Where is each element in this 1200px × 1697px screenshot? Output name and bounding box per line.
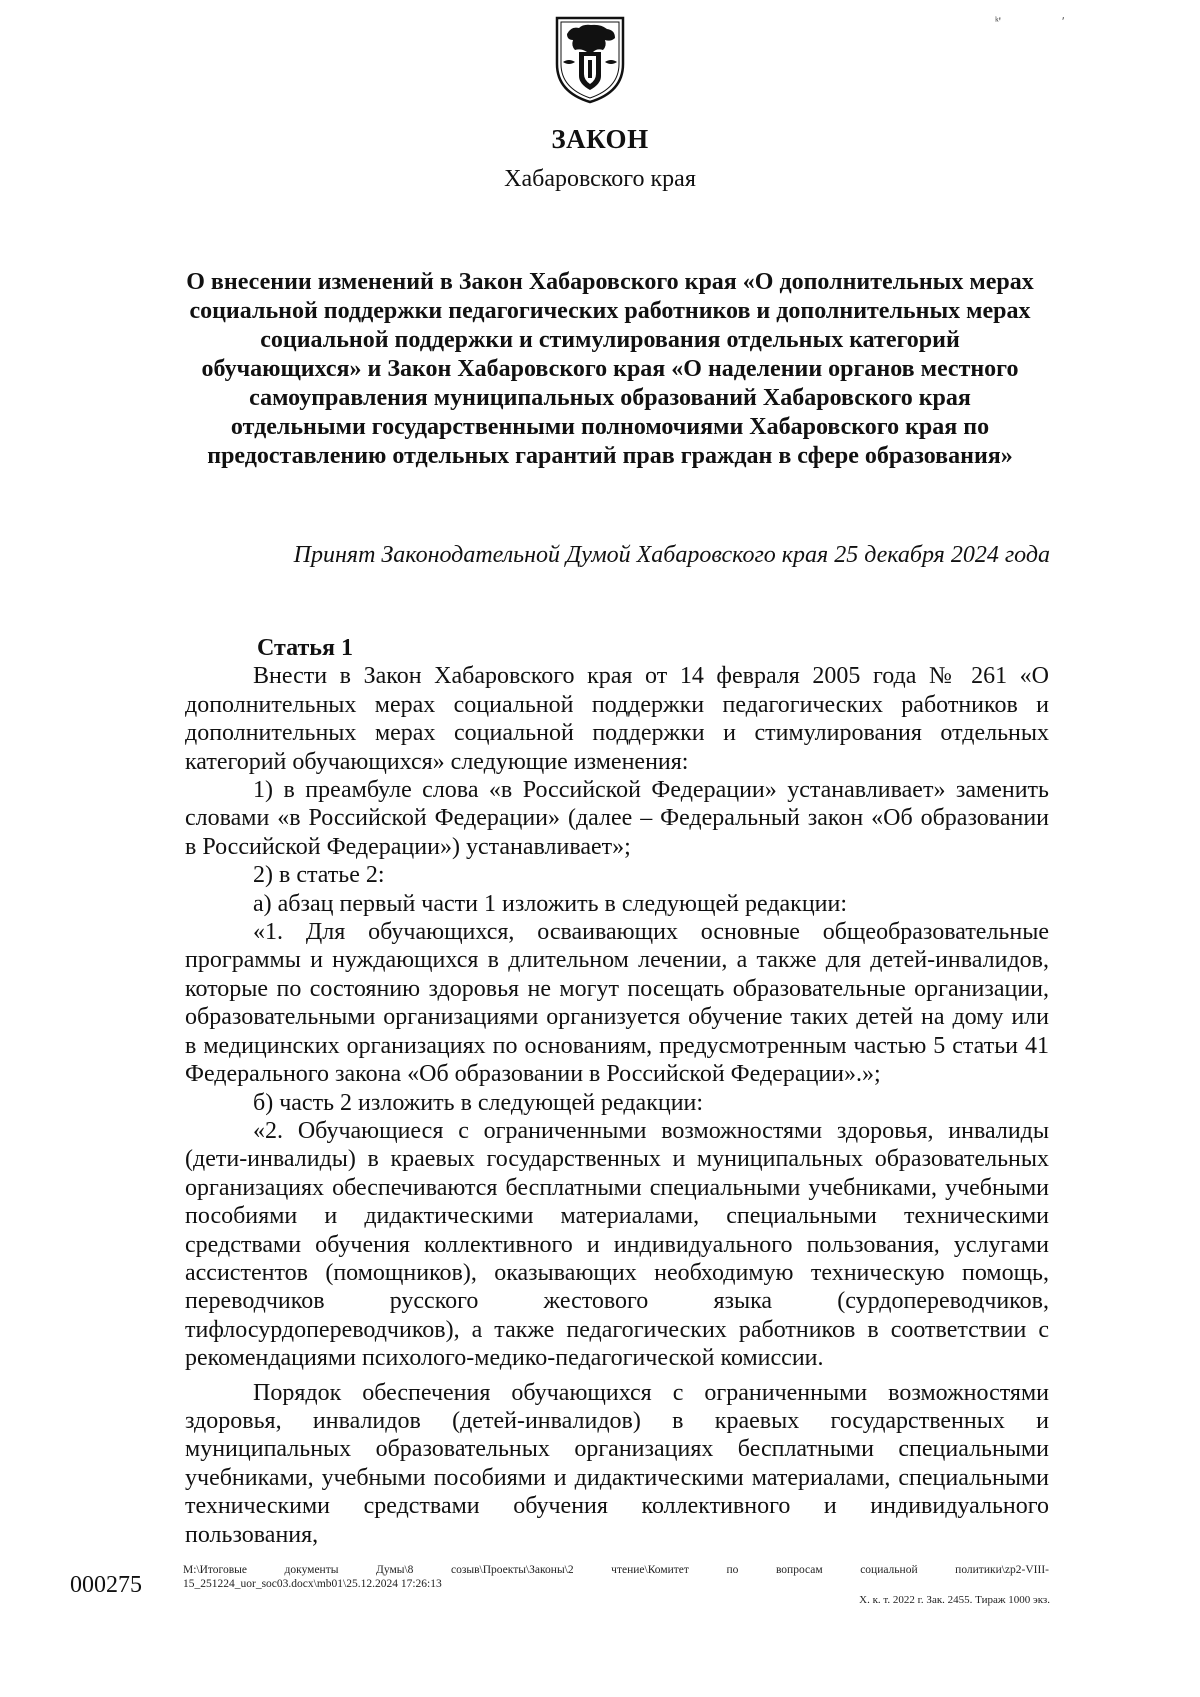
subject-line: социальной поддержки педагогических работников и дополнительных мерах	[189, 298, 1031, 324]
file-path-footer	[183, 1563, 1049, 1591]
scan-corner-mark: ᵏ'	[995, 14, 1001, 28]
subject-line: обучающихся» и Закон Хабаровского края «О наделении органов местного	[201, 356, 1019, 382]
paragraph: б) часть 2 изложить в следующей редакции:	[253, 1089, 704, 1116]
document-code: 000275	[70, 1572, 142, 1598]
paragraph: «2. Обучающиеся с ограниченными возможностями здоровья, инвалиды (дети-инвалиды) в краевых государственных и муниципальных образовательных организациях обеспечиваются бесплатными специальными учебниками, учебными пособиями и дидактическими материалами, специальными техническими средствами обучения коллективного и индивидуального пользования, услугами ассистентов (помощников), оказывающих необходимую техническую помощь, переводчиков русского жестового языка (сурдопереводчиков, тифлосурдопереводчиков), а также педагогических работников в соответствии с рекомендациями психолого-медико-педагогической комиссии.	[185, 1117, 1049, 1372]
scan-corner-mark: ʹ	[1062, 14, 1065, 28]
subject-line: социальной поддержки и стимулирования отдельных категорий	[260, 327, 960, 353]
paragraph: 2) в статье 2:	[253, 862, 385, 889]
paragraph: а) абзац первый части 1 изложить в следующей редакции:	[253, 890, 848, 917]
document-body	[185, 634, 1049, 1549]
paragraph: Внести в Закон Хабаровского края от 14 февраля 2005 года № 261 «О дополнительных мерах социальной поддержки педагогических работников и дополнительных мерах социальной поддержки и стимулирования отдельных категорий обучающихся» следующие изменения:	[185, 663, 1049, 775]
paragraph: Порядок обеспечения обучающихся с ограниченными возможностями здоровья, инвалидов (детей-инвалидов) в краевых государственных и муниципальных образовательных организациях бесплатными специальными учебниками, учебными пособиями и дидактическими материалами, специальными техническими средствами обучения коллективного и индивидуального пользования,	[185, 1379, 1049, 1548]
paragraph: 1) в преамбуле слова «в Российской Федерации» устанавливает» заменить словами «в Российской Федерации» (далее – Федеральный закон «Об образовании в Российской Федерации») устанавливает»;	[185, 777, 1049, 860]
subject-line: предоставлению отдельных гарантий прав граждан в сфере образования»	[207, 443, 1013, 469]
law-subject	[170, 268, 1050, 471]
document-title: ЗАКОН	[551, 124, 649, 154]
subject-line: отдельными государственными полномочиями Хабаровского края по	[230, 414, 990, 440]
file-path-line: M:\Итоговые документы Думы\8 созыв\Проекты\Законы\2 чтение\Комитет по вопросам социальной политики\zp2-VIII-	[183, 1564, 1049, 1576]
subject-line: О внесении изменений в Закон Хабаровского края «О дополнительных мерах	[186, 269, 1034, 295]
paragraph: «1. Для обучающихся, осваивающих основные общеобразовательные программы и нуждающихся в длительном лечении, а также для детей-инвалидов, которые по состоянию здоровья не могут посещать образовательные организации, образовательными организациями организуется обучение таких детей на дому или в медицинских организациях по основаниям, предусмотренным частью 5 статьи 41 Федерального закона «Об образовании в Российской Федерации».»;	[185, 919, 1049, 1088]
article-heading: Статья 1	[257, 635, 353, 661]
adoption-note: Принят Законодательной Думой Хабаровского края 25 декабря 2024 года	[293, 542, 1050, 568]
print-info: Х. к. т. 2022 г. Зак. 2455. Тираж 1000 экз.	[859, 1594, 1050, 1606]
subject-line: самоуправления муниципальных образований Хабаровского края	[249, 385, 971, 411]
coat-of-arms-icon	[553, 12, 627, 104]
document-region: Хабаровского края	[504, 166, 696, 192]
file-path-line: 15_251224_uor_soc03.docx\mb01\25.12.2024 17:26:13	[183, 1578, 442, 1590]
